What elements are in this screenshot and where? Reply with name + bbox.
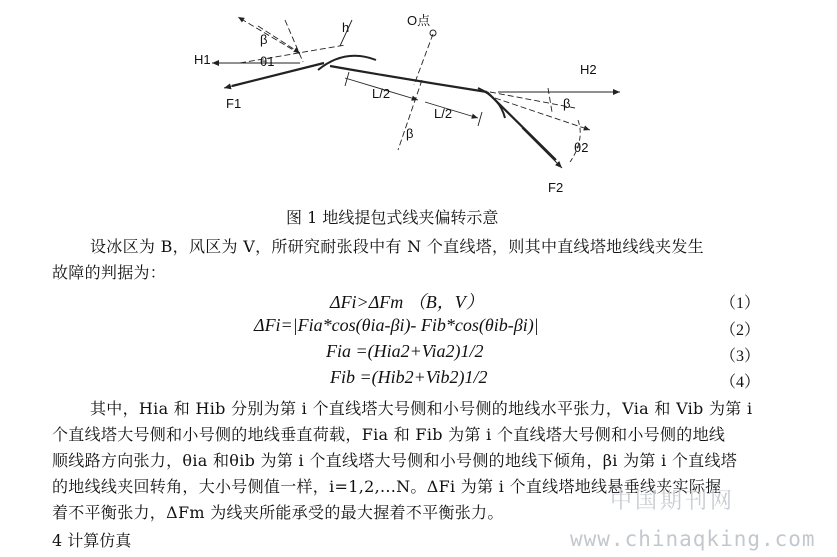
label-theta2: θ2 bbox=[574, 140, 589, 155]
equation-3-number: （3） bbox=[720, 348, 761, 365]
figure-caption: 图 1 地线提包式线夹偏转示意 bbox=[286, 208, 499, 227]
label-H2: H2 bbox=[580, 62, 597, 77]
label-beta-bottom: β bbox=[406, 126, 414, 141]
clamp-deflection-figure bbox=[0, 0, 837, 210]
equation-2: ΔFi=|Fia*cos(θia-βi)- Fib*cos(θib-βi)| bbox=[254, 315, 539, 335]
watermark-cn: 中国期刊网 bbox=[610, 489, 736, 514]
section-heading: 4 计算仿真 bbox=[52, 531, 132, 550]
F2-arrow bbox=[522, 128, 562, 168]
F1-arrow bbox=[224, 69, 300, 88]
dim-tick-right bbox=[478, 112, 482, 126]
label-theta1: θ1 bbox=[260, 54, 275, 69]
equation-4-number: （4） bbox=[720, 374, 761, 391]
paragraph1-line2: 故障的判据为： bbox=[52, 263, 167, 282]
ground-wire-middle bbox=[330, 66, 487, 92]
label-h: h bbox=[342, 20, 350, 35]
paragraph2-line3: 顺线路方向张力，θia 和θib 为第 i 个直线塔大号侧和小号侧的地线下倾角，βi 为第 i 个直线塔 bbox=[52, 451, 738, 470]
label-beta-left: β bbox=[260, 32, 268, 47]
equation-1-number: （1） bbox=[720, 295, 761, 312]
paragraph1-line1: 设冰区为 B，风区为 V，所研究耐张段中有 N 个直线塔，则其中直线塔地线线夹发生 bbox=[90, 237, 704, 256]
dash-left-upper bbox=[238, 17, 300, 54]
dash-o-line bbox=[414, 34, 433, 85]
paragraph2-line2: 个直线塔大号侧和小号侧的地线垂直荷载，Fia 和 Fib 为第 i 个直线塔大号侧和小号侧的地线 bbox=[52, 425, 726, 444]
label-L2-left: L/2 bbox=[372, 86, 391, 101]
label-F2: F2 bbox=[548, 180, 564, 195]
dash-left-vert bbox=[285, 20, 303, 62]
label-beta-right: β bbox=[563, 96, 571, 111]
paragraph2-line4: 的地线线夹回转角，大小号侧值一样，i=1,2,...N。ΔFi 为第 i 个直线塔地线悬垂线夹实际握 bbox=[52, 477, 722, 496]
watermark-url: www.chinaqking.com bbox=[570, 527, 816, 551]
label-F1: F1 bbox=[226, 96, 242, 111]
label-O-point: O点 bbox=[407, 13, 431, 28]
equation-4: Fib =(Hib2+Vib2)1/2 bbox=[330, 367, 488, 387]
label-L2-right: L/2 bbox=[434, 106, 453, 121]
equation-1: ΔFi>ΔFm （B，V） bbox=[330, 292, 484, 312]
equation-2-number: （2） bbox=[720, 322, 761, 339]
label-H1: H1 bbox=[194, 52, 211, 67]
equation-3: Fia =(Hia2+Via2)1/2 bbox=[326, 341, 484, 361]
paragraph2-line1: 其中，Hia 和 Hib 分别为第 i 个直线塔大号侧和小号侧的地线水平张力，Via 和 Vib 为第 i bbox=[90, 399, 753, 418]
paragraph2-line5: 着不平衡张力，ΔFm 为线夹所能承受的最大握着不平衡张力。 bbox=[52, 503, 504, 522]
